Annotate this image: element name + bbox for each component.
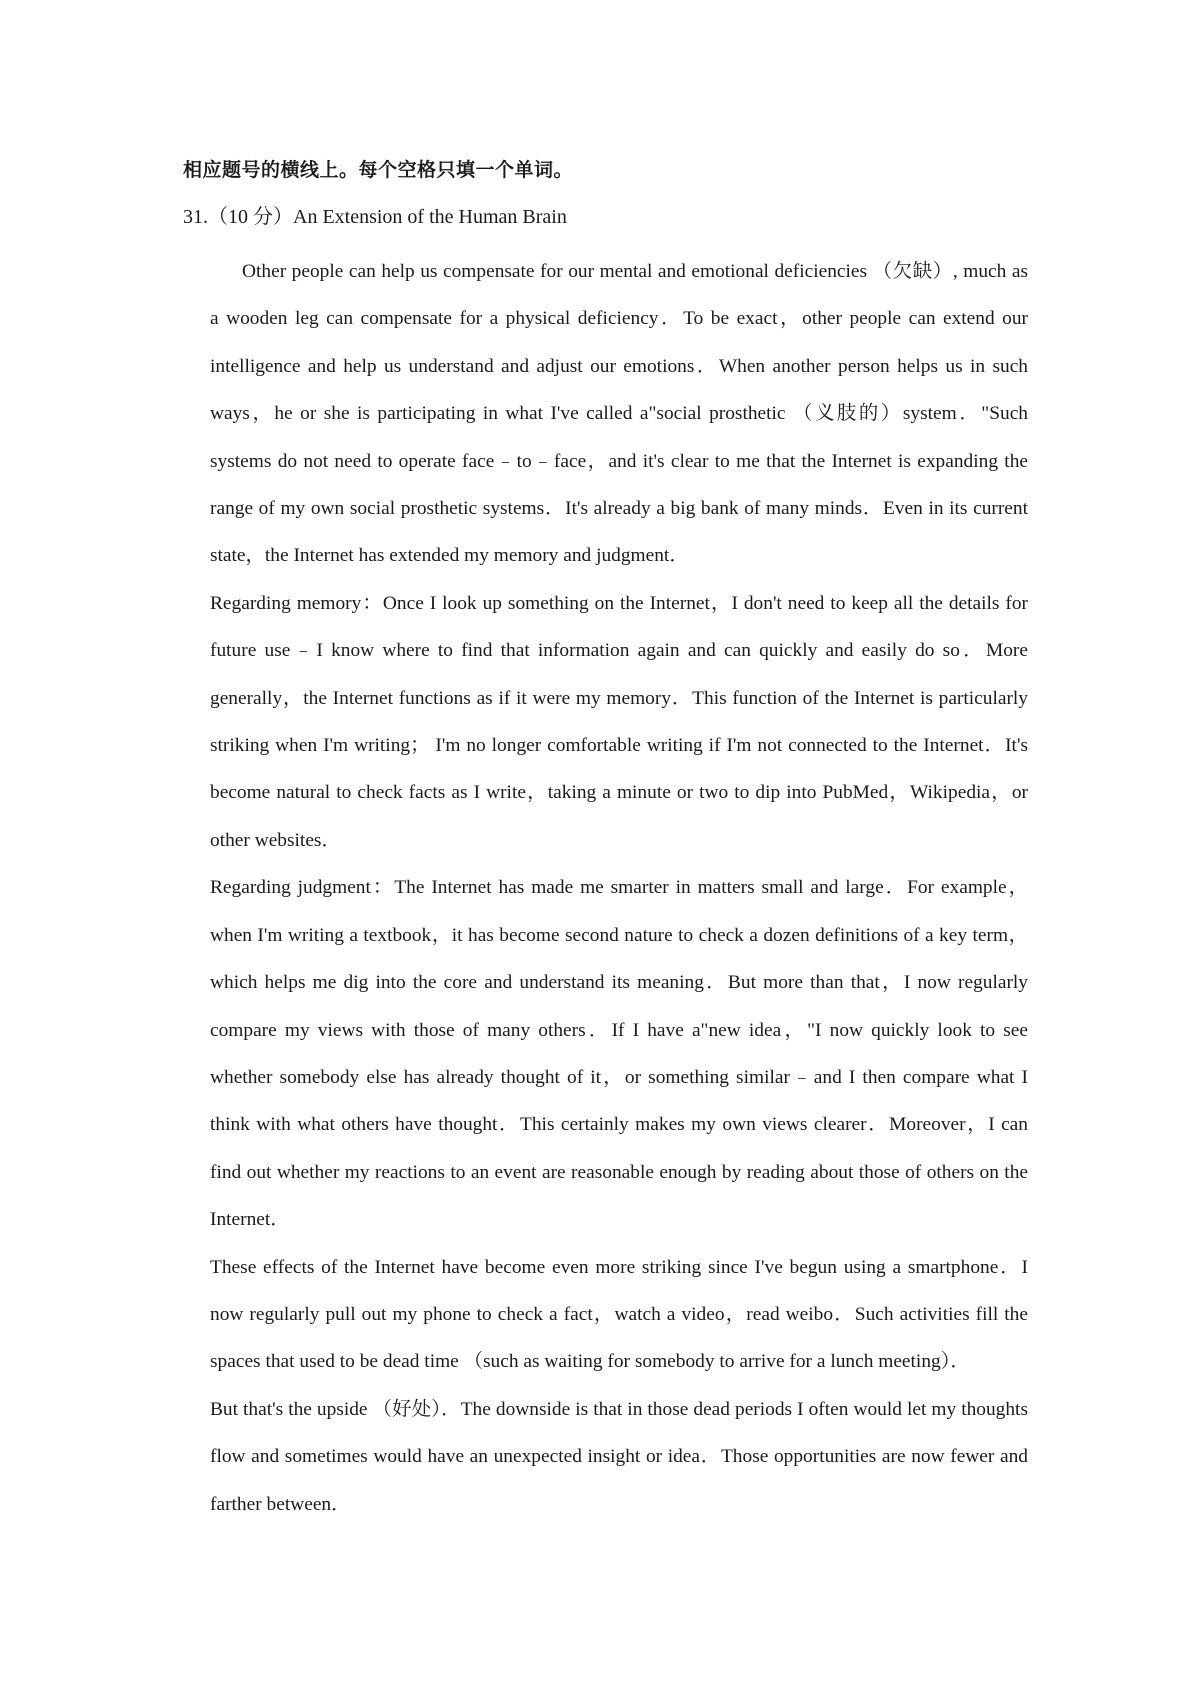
question-heading [183,200,567,234]
paragraph-5: But that's the upside （好处）．The downside is that in those dead periods I often would let my thoughts flow and sometimes would have an unexpected insight or idea．Those opportunities are now fewer and farther between． [210,1398,1028,1515]
passage-body [210,248,1028,1528]
question-number: 31.（10 分） [183,206,293,228]
paragraph-2: Regarding memory：Once I look up something on the Internet，I don't need to keep all the details for future use﹣I know where to find that information again and can quickly and easily do so．More generally，the Internet functions as if it were my memory．This function of the Internet is particularly striking when I'm writing； I'm no longer comfortable writing if I'm not connected to the Internet．It's become natural to check facts as I write，taking a minute or two to dip into PubMed，Wikipedia，or other websites． [210,592,1028,851]
paragraph-3: Regarding judgment：The Internet has made me smarter in matters small and large．For example，when I'm writing a textbook，it has become second nature to check a dozen definitions of a key term，which helps me dig into the core and understand its meaning．But more than that，I now regularly compare my views with those of many others．If I have a"new idea，"I now quickly look to see whether somebody else has already thought of it，or something similar﹣and I then compare what I think with what others have thought．This certainly makes my own views clearer．Moreover，I can find out whether my reactions to an event are reasonable enough by reading about those of others on the Internet． [210,877,1028,1231]
passage-title: An Extension of the Human Brain [293,206,567,228]
instruction-line: 相应题号的横线上。每个空格只填一个单词。 [183,159,574,181]
paragraph-1: Other people can help us compensate for our mental and emotional deficiencies （欠缺）, much as a wooden leg can compensate for a physical deficiency．To be exact，other people can extend our intelligence and help us understand and adjust our emotions．When another person helps us in such ways，he or she is participating in what I've called a"social prosthetic （义肢的）system．"Such systems do not need to operate face﹣to﹣face，and it's clear to me that the Internet is expanding the range of my own social prosthetic systems．It's already a big bank of many minds．Even in its current state，the Internet has extended my memory and judgment． [210,261,1028,567]
paragraph-4: These effects of the Internet have become even more striking since I've begun using a smartphone．I now regularly pull out my phone to check a fact，watch a video，read weibo．Such activities fill the spaces that used to be dead time （such as waiting for somebody to arrive for a lunch meeting）． [210,1256,1028,1373]
